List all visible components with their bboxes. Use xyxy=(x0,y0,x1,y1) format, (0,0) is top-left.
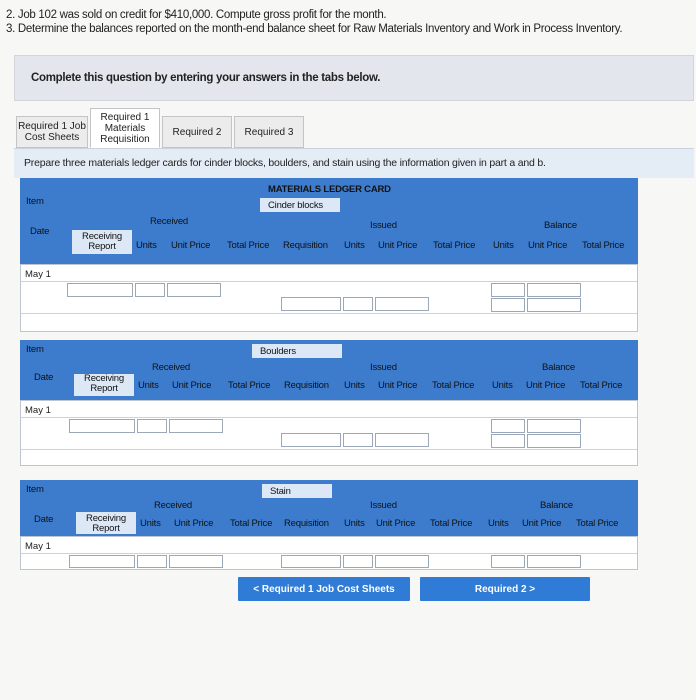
tab-required-1-job-cost-sheets[interactable]: Required 1 Job Cost Sheets xyxy=(16,116,88,148)
instruction-text: Complete this question by entering your answers in the tabs below. xyxy=(31,72,381,84)
issued-header: Issued xyxy=(370,362,397,373)
requisition-header: Requisition xyxy=(283,240,328,251)
received-unit-price-input[interactable] xyxy=(169,555,223,568)
ledger-card-cinder-blocks xyxy=(20,178,638,332)
balance-unit-price-input[interactable] xyxy=(527,283,581,297)
date-header: Date xyxy=(34,514,54,525)
issued-header: Issued xyxy=(370,220,397,231)
issued-unit-price-input[interactable] xyxy=(375,433,429,447)
receiving-report-input[interactable] xyxy=(69,555,135,568)
units-header: Units xyxy=(344,240,365,251)
balance-units-input[interactable] xyxy=(491,555,525,568)
units-header: Units xyxy=(492,380,513,391)
requisition-input[interactable] xyxy=(281,433,341,447)
balance-header: Balance xyxy=(544,220,577,231)
unit-price-header: Unit Price xyxy=(522,518,562,529)
balance-header: Balance xyxy=(540,500,573,511)
total-price-header: Total Price xyxy=(580,380,623,391)
units-header: Units xyxy=(344,518,365,529)
item-name: Cinder blocks xyxy=(268,200,323,211)
total-price-header: Total Price xyxy=(433,240,476,251)
unit-price-header: Unit Price xyxy=(526,380,566,391)
ledger-card-title: MATERIALS LEDGER CARD xyxy=(268,184,391,195)
units-header: Units xyxy=(140,518,161,529)
date-header: Date xyxy=(34,372,54,383)
balance-units-input[interactable] xyxy=(491,298,525,312)
total-price-header: Total Price xyxy=(432,380,475,391)
ledger-card-stain xyxy=(20,480,638,570)
unit-price-header: Unit Price xyxy=(172,380,212,391)
receiving-report-input[interactable] xyxy=(67,283,133,297)
item-label: Item xyxy=(26,344,44,355)
tab-required-3[interactable]: Required 3 xyxy=(234,116,304,148)
units-header: Units xyxy=(488,518,509,529)
received-header: Received xyxy=(150,216,189,227)
received-units-input[interactable] xyxy=(137,419,167,433)
item-label: Item xyxy=(26,196,44,207)
ledger-body xyxy=(20,536,638,570)
unit-price-header: Unit Price xyxy=(378,380,418,391)
balance-unit-price-input[interactable] xyxy=(527,419,581,433)
unit-price-header: Unit Price xyxy=(174,518,214,529)
received-unit-price-input[interactable] xyxy=(169,419,223,433)
balance-unit-price-input[interactable] xyxy=(527,555,581,568)
issued-units-input[interactable] xyxy=(343,297,373,311)
question-text xyxy=(6,8,692,36)
receiving-report-header: Receiving Report xyxy=(84,373,124,394)
requisition-header: Requisition xyxy=(284,380,329,391)
question-line-3: 3. Determine the balances reported on the month-end balance sheet for Raw Materials Inventory and Work in Process Inventory. xyxy=(6,23,623,35)
requisition-input[interactable] xyxy=(281,297,341,311)
ledger-body xyxy=(20,400,638,466)
question-line-2: 2. Job 102 was sold on credit for $410,000. Compute gross profit for the month. xyxy=(6,9,387,21)
prev-tab-button[interactable]: < Required 1 Job Cost Sheets xyxy=(238,577,410,601)
next-tab-button[interactable]: Required 2 > xyxy=(420,577,590,601)
balance-unit-price-input[interactable] xyxy=(527,298,581,312)
issued-units-input[interactable] xyxy=(343,433,373,447)
balance-unit-price-input[interactable] xyxy=(527,434,581,448)
ledger-header xyxy=(20,480,638,536)
date-value: May 1 xyxy=(25,269,51,280)
item-name: Boulders xyxy=(260,346,296,357)
balance-units-input[interactable] xyxy=(491,283,525,297)
issued-unit-price-input[interactable] xyxy=(375,555,429,568)
requisition-input[interactable] xyxy=(281,555,341,568)
tab-required-2[interactable]: Required 2 xyxy=(162,116,232,148)
received-header: Received xyxy=(152,362,191,373)
prompt-text: Prepare three materials ledger cards for cinder blocks, boulders, and stain using the information given in part a and b. xyxy=(24,157,546,169)
issued-header: Issued xyxy=(370,500,397,511)
issued-unit-price-input[interactable] xyxy=(375,297,429,311)
unit-price-header: Unit Price xyxy=(378,240,418,251)
balance-units-input[interactable] xyxy=(491,419,525,433)
ledger-header xyxy=(20,340,638,400)
total-price-header: Total Price xyxy=(582,240,625,251)
received-units-input[interactable] xyxy=(137,555,167,568)
receiving-report-header: Receiving Report xyxy=(86,513,126,534)
received-header: Received xyxy=(154,500,193,511)
issued-units-input[interactable] xyxy=(343,555,373,568)
requisition-header: Requisition xyxy=(284,518,329,529)
unit-price-header: Unit Price xyxy=(376,518,416,529)
received-unit-price-input[interactable] xyxy=(167,283,221,297)
total-price-header: Total Price xyxy=(227,240,270,251)
total-price-header: Total Price xyxy=(228,380,271,391)
ledger-body xyxy=(20,264,638,332)
tab-bar xyxy=(16,108,306,148)
balance-header: Balance xyxy=(542,362,575,373)
units-header: Units xyxy=(138,380,159,391)
total-price-header: Total Price xyxy=(230,518,273,529)
total-price-header: Total Price xyxy=(576,518,619,529)
total-price-header: Total Price xyxy=(430,518,473,529)
ledger-header xyxy=(20,178,638,264)
units-header: Units xyxy=(493,240,514,251)
balance-units-input[interactable] xyxy=(491,434,525,448)
ledger-card-boulders xyxy=(20,340,638,466)
units-header: Units xyxy=(136,240,157,251)
tab-required-1-materials-requisition[interactable]: Required 1 Materials Requisition xyxy=(90,108,160,148)
item-name: Stain xyxy=(270,486,291,497)
prompt-bar xyxy=(14,148,694,178)
unit-price-header: Unit Price xyxy=(528,240,568,251)
receiving-report-header: Receiving Report xyxy=(82,231,122,252)
date-value: May 1 xyxy=(25,541,51,552)
instruction-bar xyxy=(14,55,694,101)
units-header: Units xyxy=(344,380,365,391)
item-label: Item xyxy=(26,484,44,495)
receiving-report-input[interactable] xyxy=(69,419,135,433)
date-value: May 1 xyxy=(25,405,51,416)
unit-price-header: Unit Price xyxy=(171,240,211,251)
received-units-input[interactable] xyxy=(135,283,165,297)
date-header: Date xyxy=(30,226,50,237)
